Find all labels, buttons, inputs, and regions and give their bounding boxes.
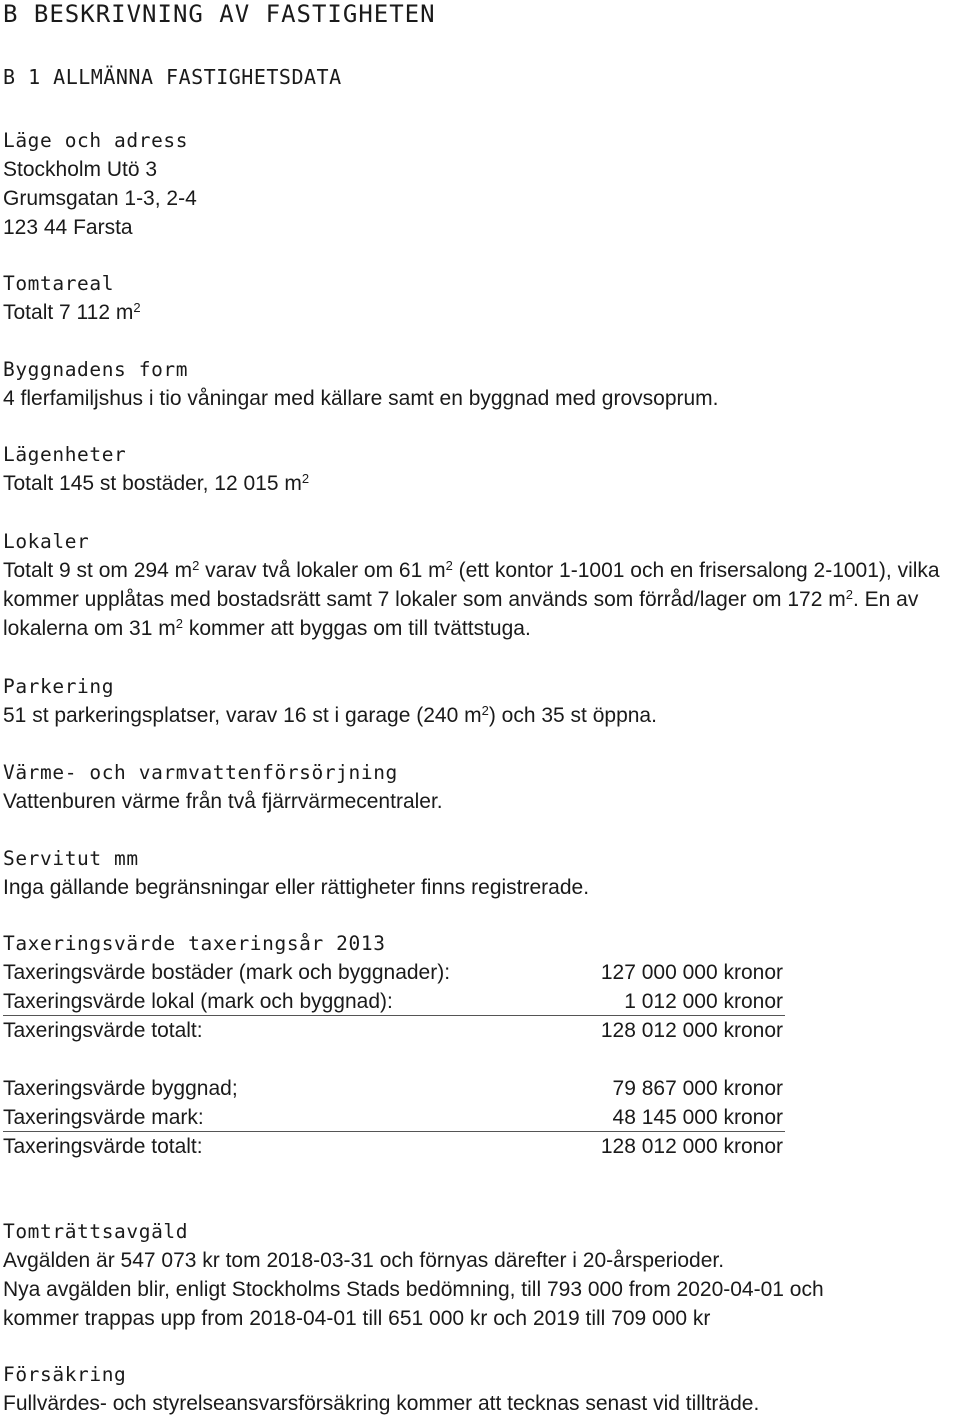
table-row (3, 1016, 783, 1045)
tomtratt-line: Avgälden är 547 073 kr tom 2018-03-31 och förnyas därefter i 20-årsperioder. (3, 1249, 725, 1272)
section-tomtratt (3, 1217, 958, 1333)
section-parkering (3, 672, 958, 730)
tax-row-value: 128 012 000 kronor (600, 1135, 783, 1158)
tax-row-value: 128 012 000 kronor (600, 1019, 783, 1042)
tax-row-label: Taxeringsvärde totalt: (3, 1019, 203, 1042)
section-lokaler (3, 527, 958, 643)
tomtareal-value: Totalt 7 112 $m^2$ (3, 300, 141, 324)
section-heading: B 1 ALLMÄNNA FASTIGHETSDATA (3, 65, 342, 89)
tax-row-value: 79 867 000 kronor (612, 1077, 783, 1100)
tomtratt-line: kommer trappas upp from 2018-04-01 till 651 000 kr och 2019 till 709 000 kr (3, 1307, 711, 1330)
address-line: Grumsgatan 1-3, 2-4 (3, 187, 197, 210)
section-varme (3, 758, 958, 816)
address-line: 123 44 Farsta (3, 216, 133, 239)
servitut-text: Inga gällande begränsningar eller rättigheter finns registrerade. (3, 876, 590, 899)
tomtareal-label: Tomtareal (3, 272, 115, 295)
varme-label: Värme- och varmvattenförsörjning (3, 761, 398, 784)
lagenheter-text: Totalt 145 st bostäder, 12 015 $m^2$ (3, 471, 310, 495)
address-line: Stockholm Utö 3 (3, 158, 158, 181)
tax-row-value: 48 145 000 kronor (612, 1106, 783, 1129)
table-row (3, 1103, 783, 1132)
tomtratt-line: Nya avgälden blir, enligt Stockholms Stads bedömning, till 793 000 from 2020-04-01 och (3, 1278, 824, 1301)
lage-label: Läge och adress (3, 129, 189, 152)
tax-row-value: 127 000 000 kronor (600, 961, 783, 984)
document-heading: B BESKRIVNING AV FASTIGHETEN (3, 0, 436, 28)
tomtratt-label: Tomträttsavgäld (3, 1220, 189, 1243)
tax-row-label: Taxeringsvärde bostäder (mark och byggnader): (3, 961, 451, 984)
servitut-label: Servitut mm (3, 847, 139, 870)
section-tomtareal (3, 269, 958, 327)
section-lage (3, 126, 958, 242)
section-lagenheter (3, 440, 958, 498)
table-row (3, 987, 783, 1016)
table-row (3, 958, 783, 987)
tax-row-value: 1 012 000 kronor (624, 990, 783, 1013)
tax-row-label: Taxeringsvärde totalt: (3, 1135, 203, 1158)
section-forsakring (3, 1360, 958, 1418)
table-row (3, 1074, 783, 1103)
byggnadens-form-text: 4 flerfamiljshus i tio våningar med källare samt en byggnad med grovsoprum. (3, 387, 719, 410)
lokaler-text: Totalt 9 st om 294 $m^2$ varav två lokaler om 61 $m^2$ (ett kontor 1-1001 och en frisersalong 2-1001), vilka kommer upplåtas med bostadsrätt samt 7 lokaler som används som förråd/lager om 172 $m^2$. En av lokalerna om 31 $m^2$ kommer att byggas om till tvättstuga. (3, 558, 940, 640)
parkering-label: Parkering (3, 675, 115, 698)
taxering-label: Taxeringsvärde taxeringsår 2013 (3, 932, 386, 955)
lokaler-label: Lokaler (3, 530, 90, 553)
forsakring-text: Fullvärdes- och styrelseansvarsförsäkring kommer att tecknas senast vid tillträde. (3, 1392, 760, 1415)
tax-row-label: Taxeringsvärde mark: (3, 1106, 204, 1129)
varme-text: Vattenburen värme från två fjärrvärmecentraler. (3, 790, 443, 813)
forsakring-label: Försäkring (3, 1363, 127, 1386)
table-row (3, 1132, 783, 1161)
tax-row-label: Taxeringsvärde lokal (mark och byggnad): (3, 990, 393, 1013)
section-servitut (3, 844, 958, 902)
tax-row-label: Taxeringsvärde byggnad; (3, 1077, 238, 1100)
section-taxering (3, 929, 958, 1161)
section-byggnadens-form (3, 355, 958, 413)
byggnadens-form-label: Byggnadens form (3, 358, 189, 381)
lagenheter-label: Lägenheter (3, 443, 127, 466)
parkering-text: 51 st parkeringsplatser, varav 16 st i garage (240 $m^2$) och 35 st öppna. (3, 703, 657, 727)
